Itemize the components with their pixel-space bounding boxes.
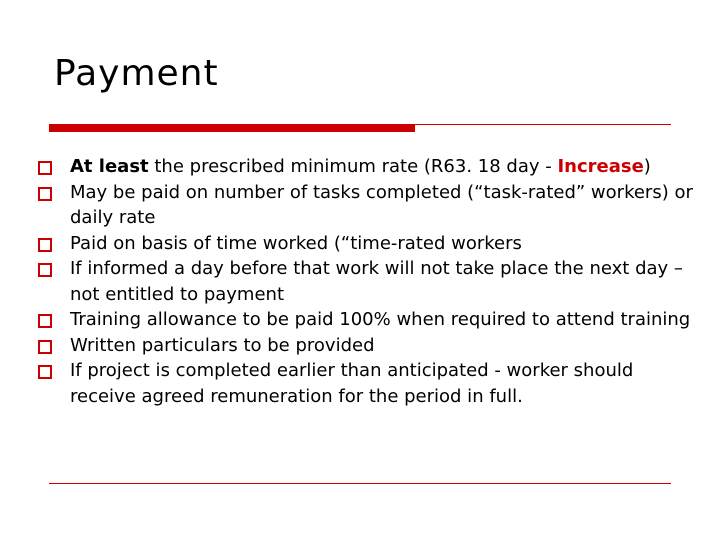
bullet-item bbox=[36, 307, 696, 333]
bullet-item bbox=[36, 231, 696, 257]
bullet-item bbox=[36, 256, 696, 307]
title-underline-accent bbox=[49, 124, 415, 132]
hollow-square-bullet-icon bbox=[38, 263, 52, 277]
bullet-highlight: Increase bbox=[557, 156, 644, 177]
hollow-square-bullet-icon bbox=[38, 161, 52, 175]
hollow-square-bullet-icon bbox=[38, 238, 52, 252]
bullet-text: If project is completed earlier than anticipated - worker should receive agreed remuneration for the period in full. bbox=[70, 360, 634, 407]
footer-divider bbox=[49, 483, 671, 484]
slide-title: Payment bbox=[54, 53, 219, 94]
bullet-text: Written particulars to be provided bbox=[70, 334, 375, 356]
bullet-text: the prescribed minimum rate (R63. 18 day - bbox=[148, 156, 558, 177]
bullet-list bbox=[36, 154, 696, 409]
bullet-text: May be paid on number of tasks completed (“task-rated” workers) or daily rate bbox=[70, 181, 693, 228]
hollow-square-bullet-icon bbox=[38, 314, 52, 328]
bullet-item bbox=[36, 358, 696, 409]
hollow-square-bullet-icon bbox=[38, 365, 52, 379]
title-underline-thin bbox=[415, 124, 671, 125]
hollow-square-bullet-icon bbox=[38, 187, 52, 201]
bullet-text: If informed a day before that work will not take place the next day – not entitled to payment bbox=[70, 258, 683, 305]
bullet-item bbox=[36, 180, 696, 231]
bullet-item bbox=[36, 154, 696, 180]
bullet-item bbox=[36, 333, 696, 359]
bullet-text: Paid on basis of time worked (“time-rated workers bbox=[70, 232, 522, 254]
hollow-square-bullet-icon bbox=[38, 340, 52, 354]
bullet-emphasis: At least bbox=[70, 156, 149, 177]
bullet-text: ) bbox=[643, 156, 651, 177]
bullet-text: Training allowance to be paid 100% when required to attend training bbox=[70, 309, 691, 330]
